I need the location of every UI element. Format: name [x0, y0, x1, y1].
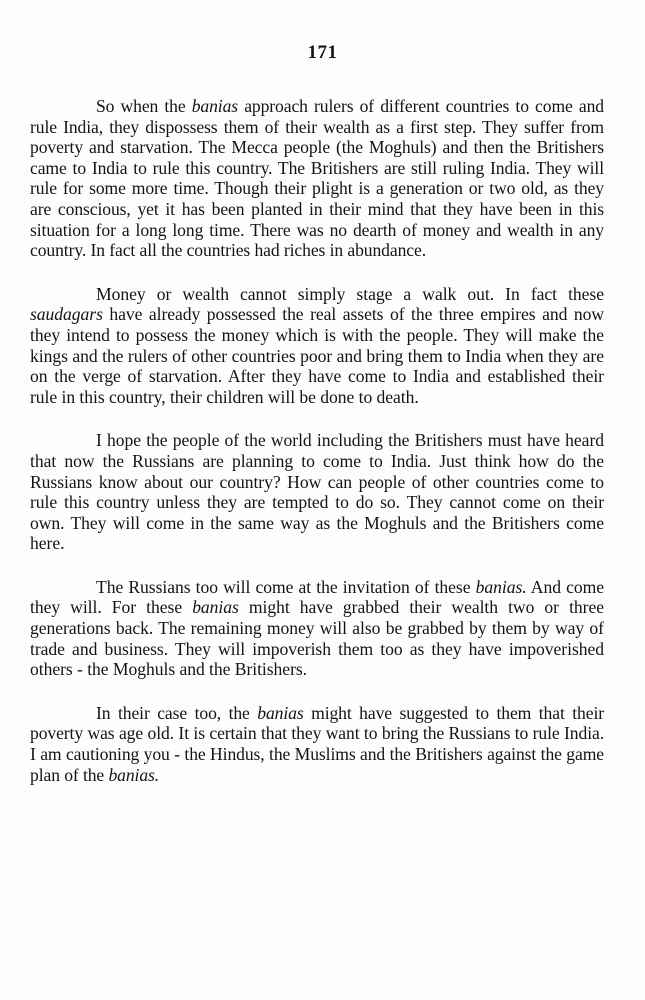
paragraph-1: [30, 96, 604, 261]
text-run: might have grabbed their wealth two or three generations back. The remaining money will also be grabbed by them by way of trade and business. They will impoverish them too as they have impoverished others - the Moghuls and the Britishers.: [30, 597, 604, 680]
italic-term: saudagars: [30, 304, 103, 325]
text-run: In their case too, the: [96, 702, 258, 723]
page-number: 171: [307, 42, 338, 63]
text-run: approach rulers of different countries to come and rule India, they dispossess them of their wealth as a first step. They suffer from poverty and starvation. The Mecca people (the Moghuls) and then the Britishers came to India to rule this country. The Britishers are still ruling India. They will rule for some more time. Though their plight is a generation or two old, as they are conscious, yet it has been planted in their mind that they have been in this situation for a long long time. There was no dearth of money and wealth in any country. In fact all the countries had riches in abundance.: [30, 96, 604, 261]
text-run: The Russians too will come at the invitation of these: [96, 576, 476, 597]
text-run: Money or wealth cannot simply stage a walk out. In fact these: [96, 283, 604, 304]
italic-term: banias: [257, 702, 304, 723]
text-run: I hope the people of the world including the Britishers must have heard that now the Russians are planning to come to India. Just think how do the Russians know about our country? How can people of other countries come to rule this country unless they are tempted to do so. They cannot come on their own. They will come in the same way as the Moghuls and the Britishers come here.: [30, 430, 604, 554]
italic-term: banias: [191, 96, 239, 116]
paragraph-2: [30, 284, 604, 408]
text-run: And come they will. For these: [30, 576, 604, 618]
text-run: might have suggested to them that their poverty was age old. It is certain that they want to bring the Russians to rule India. I am cautioning you - the Hindus, the Muslims and the Britishers against the game plan of the: [30, 702, 604, 785]
paragraph-4: [30, 577, 604, 680]
paragraph-5: [30, 703, 604, 785]
italic-term: banias.: [108, 764, 160, 785]
italic-term: banias.: [475, 576, 527, 597]
paragraph-3: [30, 430, 604, 554]
body-text: [30, 96, 604, 785]
text-run: have already possessed the real assets of the three empires and now they intend to possess the money which is with the people. They will make the kings and the rulers of other countries poor and bring them to India when they are on the verge of starvation. After they have come to India and established their rule in this country, their children will be done to death.: [30, 304, 604, 407]
text-run: So when the: [96, 96, 192, 116]
italic-term: banias: [192, 597, 239, 618]
